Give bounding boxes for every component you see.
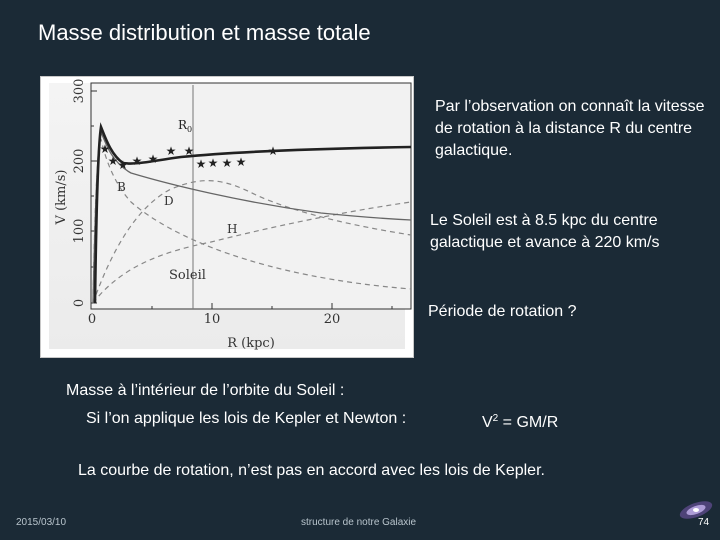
period-question: Période de rotation ? <box>428 303 577 320</box>
formula-rest: = GM/R <box>498 414 559 431</box>
data-point: ★ <box>195 157 207 171</box>
data-point: ★ <box>131 154 143 168</box>
data-point: ★ <box>235 155 247 169</box>
x-axis-label: R (kpc) <box>227 336 275 351</box>
page-number: 74 <box>698 517 710 528</box>
galaxy-icon <box>676 496 716 524</box>
mass-inside-text: Masse à l’intérieur de l’orbite du Soleil : <box>66 382 345 399</box>
data-point: ★ <box>165 144 177 158</box>
data-point: ★ <box>147 152 159 166</box>
data-point: ★ <box>117 158 129 172</box>
data-point: ★ <box>99 142 111 156</box>
y-tick-100: 100 <box>72 218 87 244</box>
sun-position-text: Le Soleil est à 8.5 kpc du centre galactique et avance à 220 km/s <box>430 212 660 251</box>
data-point: ★ <box>183 144 195 158</box>
r0-subscript: 0 <box>187 125 193 134</box>
data-point: ★ <box>221 156 233 170</box>
x-tick-20: 20 <box>323 312 341 327</box>
y-tick-0: 0 <box>72 298 87 308</box>
halo-label: H <box>227 222 238 236</box>
sun-label: Soleil <box>169 268 206 283</box>
x-tick-10: 10 <box>203 312 221 327</box>
observation-text: Par l’observation on connaît la vitesse de rotation à la distance R du centre galactique. <box>435 98 705 159</box>
kepler-intro-text: Si l’on applique les lois de Kepler et Newton : <box>86 410 407 427</box>
bulge-label: B <box>117 180 126 194</box>
data-point: ★ <box>207 156 219 170</box>
footer-date: 2015/03/10 <box>16 517 67 528</box>
data-point: ★ <box>267 144 279 158</box>
plot-area <box>91 83 411 309</box>
y-tick-300: 300 <box>72 78 87 104</box>
disk-label: D <box>164 194 174 208</box>
formula-exponent: 2 <box>492 413 499 424</box>
data-point: ★ <box>107 154 119 168</box>
r0-label: R <box>178 118 188 132</box>
rotation-curve-plot <box>41 77 413 357</box>
x-tick-0: 0 <box>87 312 97 327</box>
rotation-curve-figure <box>40 76 414 358</box>
conclusion-text: La courbe de rotation, n’est pas en accord avec les lois de Kepler. <box>78 462 545 479</box>
kepler-formula <box>482 408 558 434</box>
y-axis-label: V (km/s) <box>54 169 69 225</box>
slide-title: Masse distribution et masse totale <box>38 20 371 45</box>
y-tick-200: 200 <box>72 148 87 174</box>
formula-v: V <box>482 414 493 431</box>
footer-center: structure de notre Galaxie <box>301 517 417 528</box>
